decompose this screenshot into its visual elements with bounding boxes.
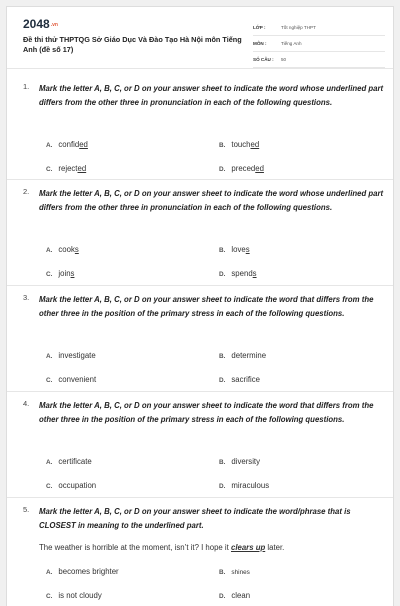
option-underlined: s xyxy=(245,245,250,254)
meta-value: Tiếng Anh xyxy=(281,41,302,46)
option-d[interactable] xyxy=(219,269,257,278)
option-a[interactable] xyxy=(46,457,92,466)
option-letter: B. xyxy=(219,569,226,576)
meta-value: 50 xyxy=(281,57,287,62)
option-a[interactable] xyxy=(46,245,79,254)
question-instruction: Mark the letter A, B, C, or D on your answer sheet to indicate the word that differs from the other three in the position of the primary stress in each of the following questions. xyxy=(39,401,374,424)
option-c[interactable] xyxy=(46,164,86,173)
question-number: 2. xyxy=(23,187,30,196)
option-a[interactable] xyxy=(46,140,88,149)
option-text: spend xyxy=(231,269,253,278)
option-text: becomes brighter xyxy=(58,567,119,576)
question-stem xyxy=(39,543,284,552)
stem-text-end: later. xyxy=(265,543,285,552)
option-underlined: ed xyxy=(250,140,260,149)
option-c[interactable] xyxy=(46,481,96,490)
option-letter: B. xyxy=(219,247,226,254)
meta-row-subject xyxy=(253,36,385,52)
option-b[interactable] xyxy=(219,567,250,576)
option-text: occupation xyxy=(58,481,97,490)
exam-header xyxy=(7,7,393,69)
option-b[interactable] xyxy=(219,457,260,466)
option-underlined: ed xyxy=(77,164,87,173)
logo-text: 2048 xyxy=(23,17,50,31)
exam-page xyxy=(6,6,394,606)
option-d[interactable] xyxy=(219,375,260,384)
option-a[interactable] xyxy=(46,351,96,360)
option-text: cook xyxy=(58,245,75,254)
option-c[interactable] xyxy=(46,375,96,384)
option-letter: B. xyxy=(219,142,226,149)
option-letter: A. xyxy=(46,353,53,360)
question-instruction: Mark the letter A, B, C, or D on your answer sheet to indicate the word whose underlined part differs from the other three in pronunciation in each of the following questions. xyxy=(39,84,384,107)
option-text: certificate xyxy=(58,457,92,466)
option-letter: D. xyxy=(219,483,226,490)
option-text: touch xyxy=(231,140,251,149)
option-letter: D. xyxy=(219,593,226,600)
option-text: determine xyxy=(231,351,267,360)
exam-meta xyxy=(253,20,385,68)
option-text: miraculous xyxy=(231,481,270,490)
option-text: is not cloudy xyxy=(58,591,102,600)
option-letter: A. xyxy=(46,142,53,149)
option-letter: C. xyxy=(46,271,53,278)
option-underlined: ed xyxy=(255,164,264,173)
option-letter: A. xyxy=(46,459,53,466)
meta-row-count xyxy=(253,52,385,68)
question-number: 1. xyxy=(23,82,30,91)
option-text: love xyxy=(231,245,246,254)
question-divider xyxy=(7,179,394,180)
question-divider xyxy=(7,285,394,286)
option-text: investigate xyxy=(58,351,96,360)
option-letter: C. xyxy=(46,483,53,490)
option-text: preced xyxy=(231,164,256,173)
meta-label: SỐ CÂU : xyxy=(253,57,274,62)
question-instruction: Mark the letter A, B, C, or D on your answer sheet to indicate the word whose underlined part differs from the other three in pronunciation in each of the following questions. xyxy=(39,189,384,212)
option-text: join xyxy=(58,269,71,278)
question-instruction: Mark the letter A, B, C, or D on your answer sheet to indicate the word that differs from the other three in the position of the primary stress in each of the following questions. xyxy=(39,295,374,318)
option-b[interactable] xyxy=(219,140,259,149)
option-letter: A. xyxy=(46,569,53,576)
option-d[interactable] xyxy=(219,591,250,600)
exam-title: Đề thi thử THPTQG Sở Giáo Dục Và Đào Tạo Hà Nội môn Tiếng Anh (đề số 17) xyxy=(23,35,242,54)
option-text: shines xyxy=(231,569,250,576)
option-letter: B. xyxy=(219,353,226,360)
question-number: 4. xyxy=(23,399,30,408)
option-d[interactable] xyxy=(219,481,269,490)
meta-label: MÔN : xyxy=(253,41,267,46)
option-b[interactable] xyxy=(219,351,266,360)
option-letter: A. xyxy=(46,247,53,254)
option-a[interactable] xyxy=(46,567,119,576)
site-logo[interactable] xyxy=(23,17,58,31)
meta-value: Tốt nghiệp THPT xyxy=(281,25,316,30)
question-number: 3. xyxy=(23,293,30,302)
option-d[interactable] xyxy=(219,164,264,173)
option-underlined: s xyxy=(252,269,257,278)
option-text: reject xyxy=(58,164,78,173)
option-letter: B. xyxy=(219,459,226,466)
option-underlined: ed xyxy=(79,140,88,149)
option-letter: D. xyxy=(219,166,226,173)
option-text: confid xyxy=(58,140,80,149)
option-text: diversity xyxy=(231,457,261,466)
logo-suffix: .vn xyxy=(50,21,58,28)
question-divider xyxy=(7,391,394,392)
option-letter: C. xyxy=(46,377,53,384)
option-letter: D. xyxy=(219,271,226,278)
question-divider xyxy=(7,497,394,498)
option-c[interactable] xyxy=(46,591,102,600)
option-text: convenient xyxy=(58,375,97,384)
option-text: clean xyxy=(231,591,251,600)
option-letter: D. xyxy=(219,377,226,384)
stem-text: The weather is horrible at the moment, isn’t it? I hope it xyxy=(39,543,231,552)
question-instruction: Mark the letter A, B, C, or D on your answer sheet to indicate the word/phrase that is CLOSEST in meaning to the underlined part. xyxy=(39,507,351,530)
option-b[interactable] xyxy=(219,245,250,254)
stem-underlined: clears up xyxy=(230,543,266,552)
option-text: sacrifice xyxy=(231,375,261,384)
question-number: 5. xyxy=(23,505,30,514)
option-letter: C. xyxy=(46,593,53,600)
option-c[interactable] xyxy=(46,269,74,278)
option-letter: C. xyxy=(46,166,53,173)
meta-label: LỚP : xyxy=(253,25,266,30)
option-underlined: s xyxy=(70,269,75,278)
option-underlined: s xyxy=(74,245,79,254)
meta-row-class xyxy=(253,20,385,36)
